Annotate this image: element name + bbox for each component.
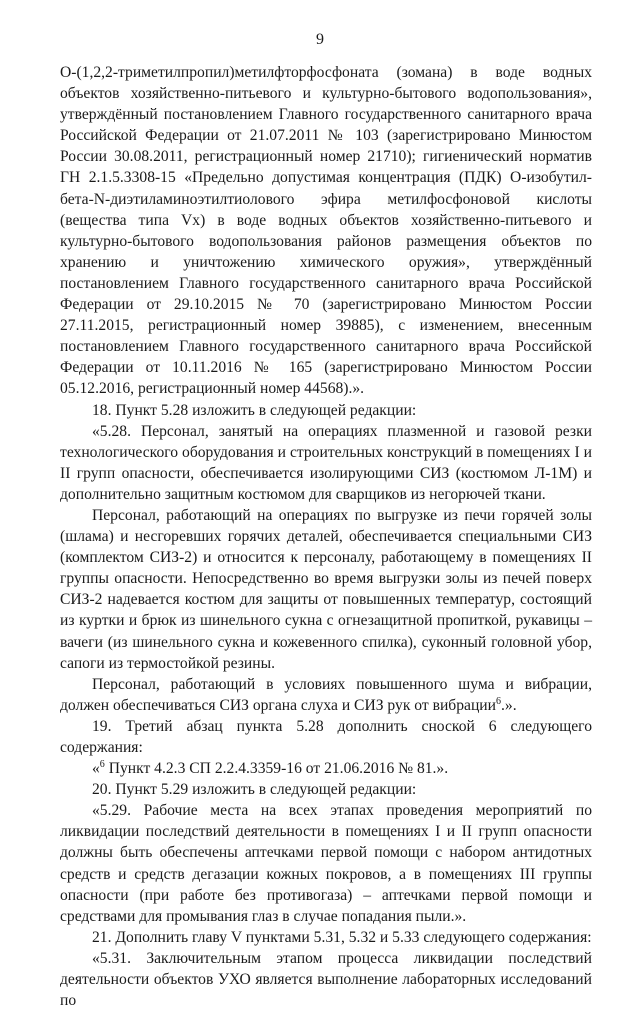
paragraph-noise-tail: .». <box>501 696 517 714</box>
paragraph-noise-text: Персонал, работающий в условиях повышенного шума и вибрации, должен обеспечиваться СИЗ органа слуха и СИЗ рук от вибрации <box>60 675 592 714</box>
document-body <box>60 62 592 1011</box>
paragraph-item-18: 18. Пункт 5.28 изложить в следующей редакции: <box>92 401 417 419</box>
paragraph-5-31: «5.31. Заключительным этапом процесса ликвидации последствий деятельности объектов УХО является выполнение лабораторных исследований по <box>60 949 592 1010</box>
paragraph-5-29: «5.29. Рабочие места на всех этапах проведения мероприятий по ликвидации последствий деятельности в помещениях I и II групп опасности должны быть обеспечены аптечками первой помощи с набором антидотных средств и средств дегазации кожных покровов, а в помещениях III группы опасности (при работе без противогаза) – аптечками первой помощи и средствами для промывания глаз в случае попадания пыли.». <box>60 802 592 925</box>
paragraph-ash-unloading: Персонал, работающий на операциях по выгрузке из печи горячей золы (шлама) и несгоревших горячих деталей, обеспечивается специальными СИЗ (комплектом СИЗ-2) и относится к персоналу, работающему в помещениях II группы опасности. Непосредственно во время выгрузки золы из печей поверх СИЗ-2 надевается костюм для защиты от повышенных температур, состоящий из куртки и брюк из шинельного сукна с огнезащитной пропиткой, рукавицы – вачеги (из шинельного сукна и кожевенного спилка), суконный головной убор, сапоги из термостойкой резины. <box>60 506 592 672</box>
paragraph-5-28: «5.28. Персонал, занятый на операциях плазменной и газовой резки технологического оборудования и строительных конструкций в помещениях I и II групп опасности, обеспечивается изолирующими СИЗ (костюмом Л-1М) и дополнительно защитным костюмом для сварщиков из негорючей ткани. <box>60 422 592 503</box>
paragraph-item-21: 21. Дополнить главу V пунктами 5.31, 5.32 и 5.33 следующего содержания: <box>92 928 592 946</box>
paragraph-continuation: О-(1,2,2-триметилпропил)метилфторфосфоната (зомана) в воде водных объектов хозяйственно-питьевого и культурно-бытового водопользования», утверждённый постановлением Главного государственного санитарного врача Российской Федерации от 21.07.2011 № 103 (зарегистрировано Минюстом России 30.08.2011, регистрационный номер 21710); гигиенический норматив ГН 2.1.5.3308-15 «Предельно допустимая концентрация (ПДК) О-изобутил-бета-N-диэтиламиноэтилтиолового эфира метилфосфоновой кислоты (вещества типа Vx) в воде водных объектов хозяйственно-питьевого и культурно-бытового водопользования районов размещения объектов по хранению и уничтожению химического оружия», утверждённый постановлением Главного государственного санитарного врача Российской Федерации от 29.10.2015 № 70 (зарегистрировано Минюстом России 27.11.2015, регистрационный номер 39885), с изменением, внесенным постановлением Главного государственного санитарного врача Российской Федерации от 10.11.2016 № 165 (зарегистрировано Минюстом России 05.12.2016, регистрационный номер 44568).». <box>60 64 592 398</box>
paragraph-footnote-6 <box>60 758 592 779</box>
footnote-open-quote: « <box>92 760 100 778</box>
paragraph-noise-vibration <box>60 674 592 716</box>
footnote-ref-6: 6 <box>496 695 501 707</box>
paragraph-item-19: 19. Третий абзац пункта 5.28 дополнить сноской 6 следующего содержания: <box>60 717 592 756</box>
footnote-text: Пункт 4.2.3 СП 2.2.4.3359-16 от 21.06.2016 № 81.». <box>104 760 449 778</box>
page-number: 9 <box>316 31 324 48</box>
paragraph-item-20: 20. Пункт 5.29 изложить в следующей редакции: <box>92 781 417 799</box>
footnote-mark-6: 6 <box>99 759 105 771</box>
